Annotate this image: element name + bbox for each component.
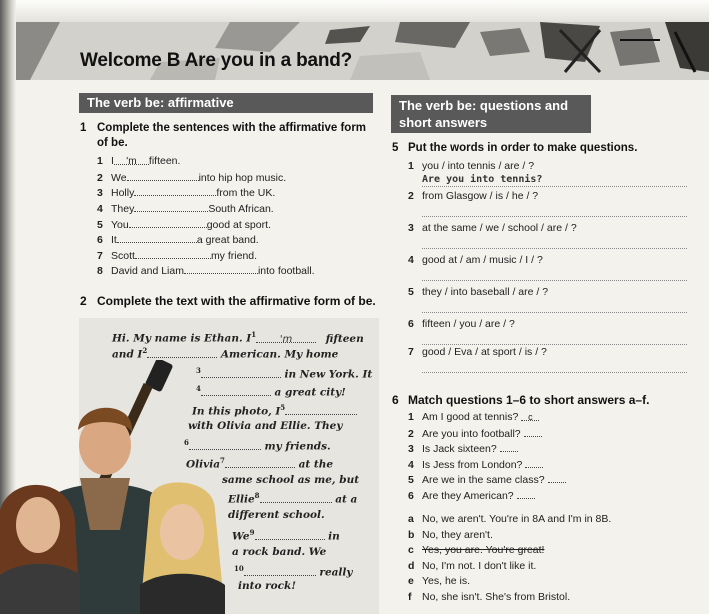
text-line-9: same school as me, but	[222, 474, 360, 486]
item-number: 2	[408, 427, 414, 440]
answer-line[interactable]	[422, 216, 687, 217]
section-title-line-2: short answers	[399, 115, 488, 130]
exercise-1-item	[97, 171, 286, 184]
exercise-6-question	[408, 458, 543, 471]
answer-text: No, she isn't. She's from Bristol.	[422, 590, 571, 603]
answer-blank[interactable]	[134, 186, 216, 196]
answer-line[interactable]	[422, 280, 687, 281]
item-number: 5	[408, 474, 414, 486]
exercise-1-number: 1	[80, 122, 87, 134]
exercise-1-instruction: Complete the sentences with the affirmative form	[97, 122, 367, 134]
match-blank[interactable]	[521, 411, 539, 421]
question-text: Are we in the same class?	[422, 474, 545, 486]
exercise-6-number: 6	[392, 393, 399, 407]
exercise-6-question	[408, 489, 535, 502]
exercise-5-number: 5	[392, 142, 399, 154]
answer-blank[interactable]	[127, 171, 199, 181]
question-text: Is Jack sixteen?	[422, 443, 497, 455]
exercise-1-item	[97, 264, 315, 277]
item-number: 7	[97, 250, 103, 262]
item-number: 4	[408, 458, 414, 471]
exercise-5-item	[408, 190, 538, 202]
item-rest: my friend.	[210, 250, 258, 262]
question-text: Is Jess from London?	[422, 458, 523, 471]
exercise-5-item	[408, 160, 534, 172]
answer-blank[interactable]	[134, 202, 208, 212]
exercise-1-item	[97, 186, 275, 199]
answer-letter: b	[408, 528, 415, 541]
text-blank-8[interactable]	[260, 493, 332, 503]
question-text: Are they American?	[422, 489, 514, 502]
answer-letter: a	[408, 513, 414, 525]
exercise-5-answer: Are you into tennis?	[422, 174, 543, 185]
text-line-7: $^6$ my friends.	[184, 438, 331, 453]
item-rest: a great band.	[196, 234, 259, 246]
match-blank[interactable]	[548, 473, 566, 483]
item-subject: It	[111, 234, 117, 246]
item-rest: into football.	[257, 265, 315, 277]
exercise-6-answer	[408, 575, 470, 587]
text-blank-7[interactable]	[225, 458, 295, 468]
item-prompt: they / into baseball / are / ?	[422, 286, 549, 298]
answer-blank[interactable]	[184, 264, 258, 274]
exercise-1-item	[97, 155, 180, 167]
item-number: 6	[408, 489, 414, 502]
item-number: 4	[408, 254, 414, 266]
exercise-6-question	[408, 427, 542, 440]
exercise-6-question	[408, 442, 518, 455]
text-line-4: $^4$ a great city!	[196, 384, 346, 399]
item-number: 8	[97, 265, 103, 277]
exercise-5-item	[408, 286, 548, 298]
item-number: 2	[408, 190, 414, 202]
exercise-1-item	[97, 249, 257, 262]
question-text: Am I good at tennis?	[422, 411, 519, 423]
exercise-6-question	[408, 473, 566, 486]
item-number: 7	[408, 346, 414, 358]
page-title: Welcome B Are you in a band?	[80, 50, 353, 71]
exercise-6-instruction: Match questions 1–6 to short answers a–f.	[408, 393, 650, 407]
item-number: 1	[408, 411, 414, 423]
text-blank-6[interactable]	[189, 440, 261, 450]
answer-blank[interactable]	[129, 218, 207, 228]
answer-letter: f	[408, 590, 412, 603]
item-number: 3	[97, 187, 103, 199]
item-number: 5	[408, 286, 414, 298]
match-blank[interactable]	[525, 458, 543, 468]
item-number: 6	[408, 318, 414, 330]
exercise-6-answer	[408, 529, 493, 541]
item-number: 4	[97, 203, 103, 215]
text-line-6: with Olivia and Ellie. They	[188, 420, 343, 432]
item-subject: You	[111, 219, 129, 231]
exercise-5-instruction: Put the words in order to make questions.	[408, 142, 638, 154]
item-number: 2	[97, 172, 103, 184]
answer-letter: d	[408, 559, 415, 572]
text-blank-5[interactable]	[285, 405, 357, 415]
text-line-8: Olivia$^7$ at the	[186, 456, 334, 471]
exercise-5-item	[408, 254, 543, 266]
item-rest: from the UK.	[216, 187, 276, 199]
item-rest: into hip hop music.	[198, 172, 287, 184]
item-rest: good at sport.	[206, 219, 271, 231]
answer-line[interactable]	[422, 248, 687, 249]
answer-line[interactable]	[422, 186, 687, 187]
match-blank[interactable]	[524, 427, 542, 437]
item-subject: David and Liam	[111, 265, 184, 277]
exercise-1-instruction-cont: of be.	[97, 137, 128, 149]
text-blank-9[interactable]	[255, 530, 325, 540]
answer-text: Yes, you are. You're great!	[422, 544, 545, 556]
exercise-5-item	[408, 318, 515, 330]
item-subject: Scott	[111, 250, 135, 262]
text-blank-1[interactable]: 'm	[256, 333, 316, 343]
answer-letter: e	[408, 575, 414, 587]
item-rest: fifteen.	[148, 155, 181, 167]
question-text: Are you into football?	[422, 427, 521, 440]
exercise-1-item	[97, 202, 274, 215]
text-blank-10[interactable]	[244, 566, 316, 576]
answer-line[interactable]	[422, 344, 687, 345]
section-title-line-1: The verb be: questions and	[399, 98, 569, 113]
text-line-2: and $I^2$ American. My home	[112, 346, 339, 361]
exercise-6-answer	[408, 513, 611, 525]
item-prompt: good / Eva / at sport / is / ?	[422, 346, 547, 358]
item-rest: South African.	[208, 203, 274, 215]
match-blank[interactable]	[500, 442, 518, 452]
answer-text: No, they aren't.	[422, 528, 493, 541]
text-blank-4[interactable]	[201, 386, 271, 396]
text-line-5: In this photo, $I^5$	[192, 403, 357, 418]
exercise-6-question	[408, 411, 539, 423]
text-blank-3[interactable]	[201, 368, 281, 378]
match-answer: c	[528, 412, 533, 422]
item-prompt: fifteen / you / are / ?	[422, 318, 515, 330]
answer-text: No, I'm not. I don't like it.	[422, 559, 537, 572]
section-title-affirmative: The verb be: affirmative	[79, 93, 373, 113]
exercise-6-answer	[408, 544, 544, 556]
girl-left-figure	[0, 485, 80, 614]
answer-line[interactable]	[422, 312, 687, 313]
item-subject: I	[111, 155, 114, 167]
text-line-11: different school.	[228, 509, 325, 521]
exercise-2-instruction: Complete the text with the affirmative form of be.	[97, 294, 376, 308]
exercise-6-answer	[408, 591, 570, 603]
answer-blank[interactable]	[114, 155, 149, 165]
answer-text: No, we aren't. You're in 8A and I'm in 8B.	[422, 513, 612, 525]
item-subject: Holly	[111, 187, 135, 199]
item-prompt: from Glasgow / is / he / ?	[422, 190, 539, 202]
text-line-12: We$^9$ in	[232, 528, 340, 543]
exercise-5-item	[408, 346, 547, 358]
item-subject: We	[111, 172, 127, 184]
exercise-1-item	[97, 233, 259, 246]
match-blank[interactable]	[517, 489, 535, 499]
text-line-13: a rock band. We	[232, 546, 327, 558]
text-line-10: Ellie$^8$ at a	[228, 491, 358, 506]
exercise-2-number: 2	[80, 294, 87, 308]
text-blank-2[interactable]	[147, 348, 217, 358]
answer-text: Yes, he is.	[422, 575, 471, 587]
item-number: 1	[97, 155, 103, 167]
item-number: 3	[408, 222, 414, 234]
answer-line[interactable]	[422, 372, 687, 373]
item-number: 3	[408, 443, 414, 455]
answer-letter: c	[408, 544, 414, 556]
exercise-5-item	[408, 222, 577, 234]
answer-blank[interactable]	[135, 249, 211, 259]
text-line-15: into rock!	[238, 580, 296, 592]
section-title-questions	[391, 95, 591, 133]
item-number: 1	[408, 160, 414, 172]
item-number: 6	[97, 234, 103, 246]
exercise-6-answer	[408, 560, 536, 572]
item-prompt: you / into tennis / are / ?	[422, 160, 535, 172]
answer-text: 'm	[126, 156, 137, 167]
text-line-3: $^3$ in New York. It	[196, 366, 373, 381]
item-number: 5	[97, 219, 103, 231]
text-line-14: $^{10}$ really	[234, 564, 353, 579]
exercise-1-item	[97, 218, 271, 231]
top-bar	[0, 0, 709, 23]
text-line-1: Hi. My name is Ethan. $I^1$ 'm fifteen	[112, 330, 364, 345]
answer-blank[interactable]	[117, 233, 197, 243]
item-subject: They	[111, 203, 135, 215]
item-prompt: good at / am / music / I / ?	[422, 254, 543, 266]
girl-right-figure	[140, 482, 225, 614]
item-prompt: at the same / we / school / are / ?	[422, 222, 577, 234]
